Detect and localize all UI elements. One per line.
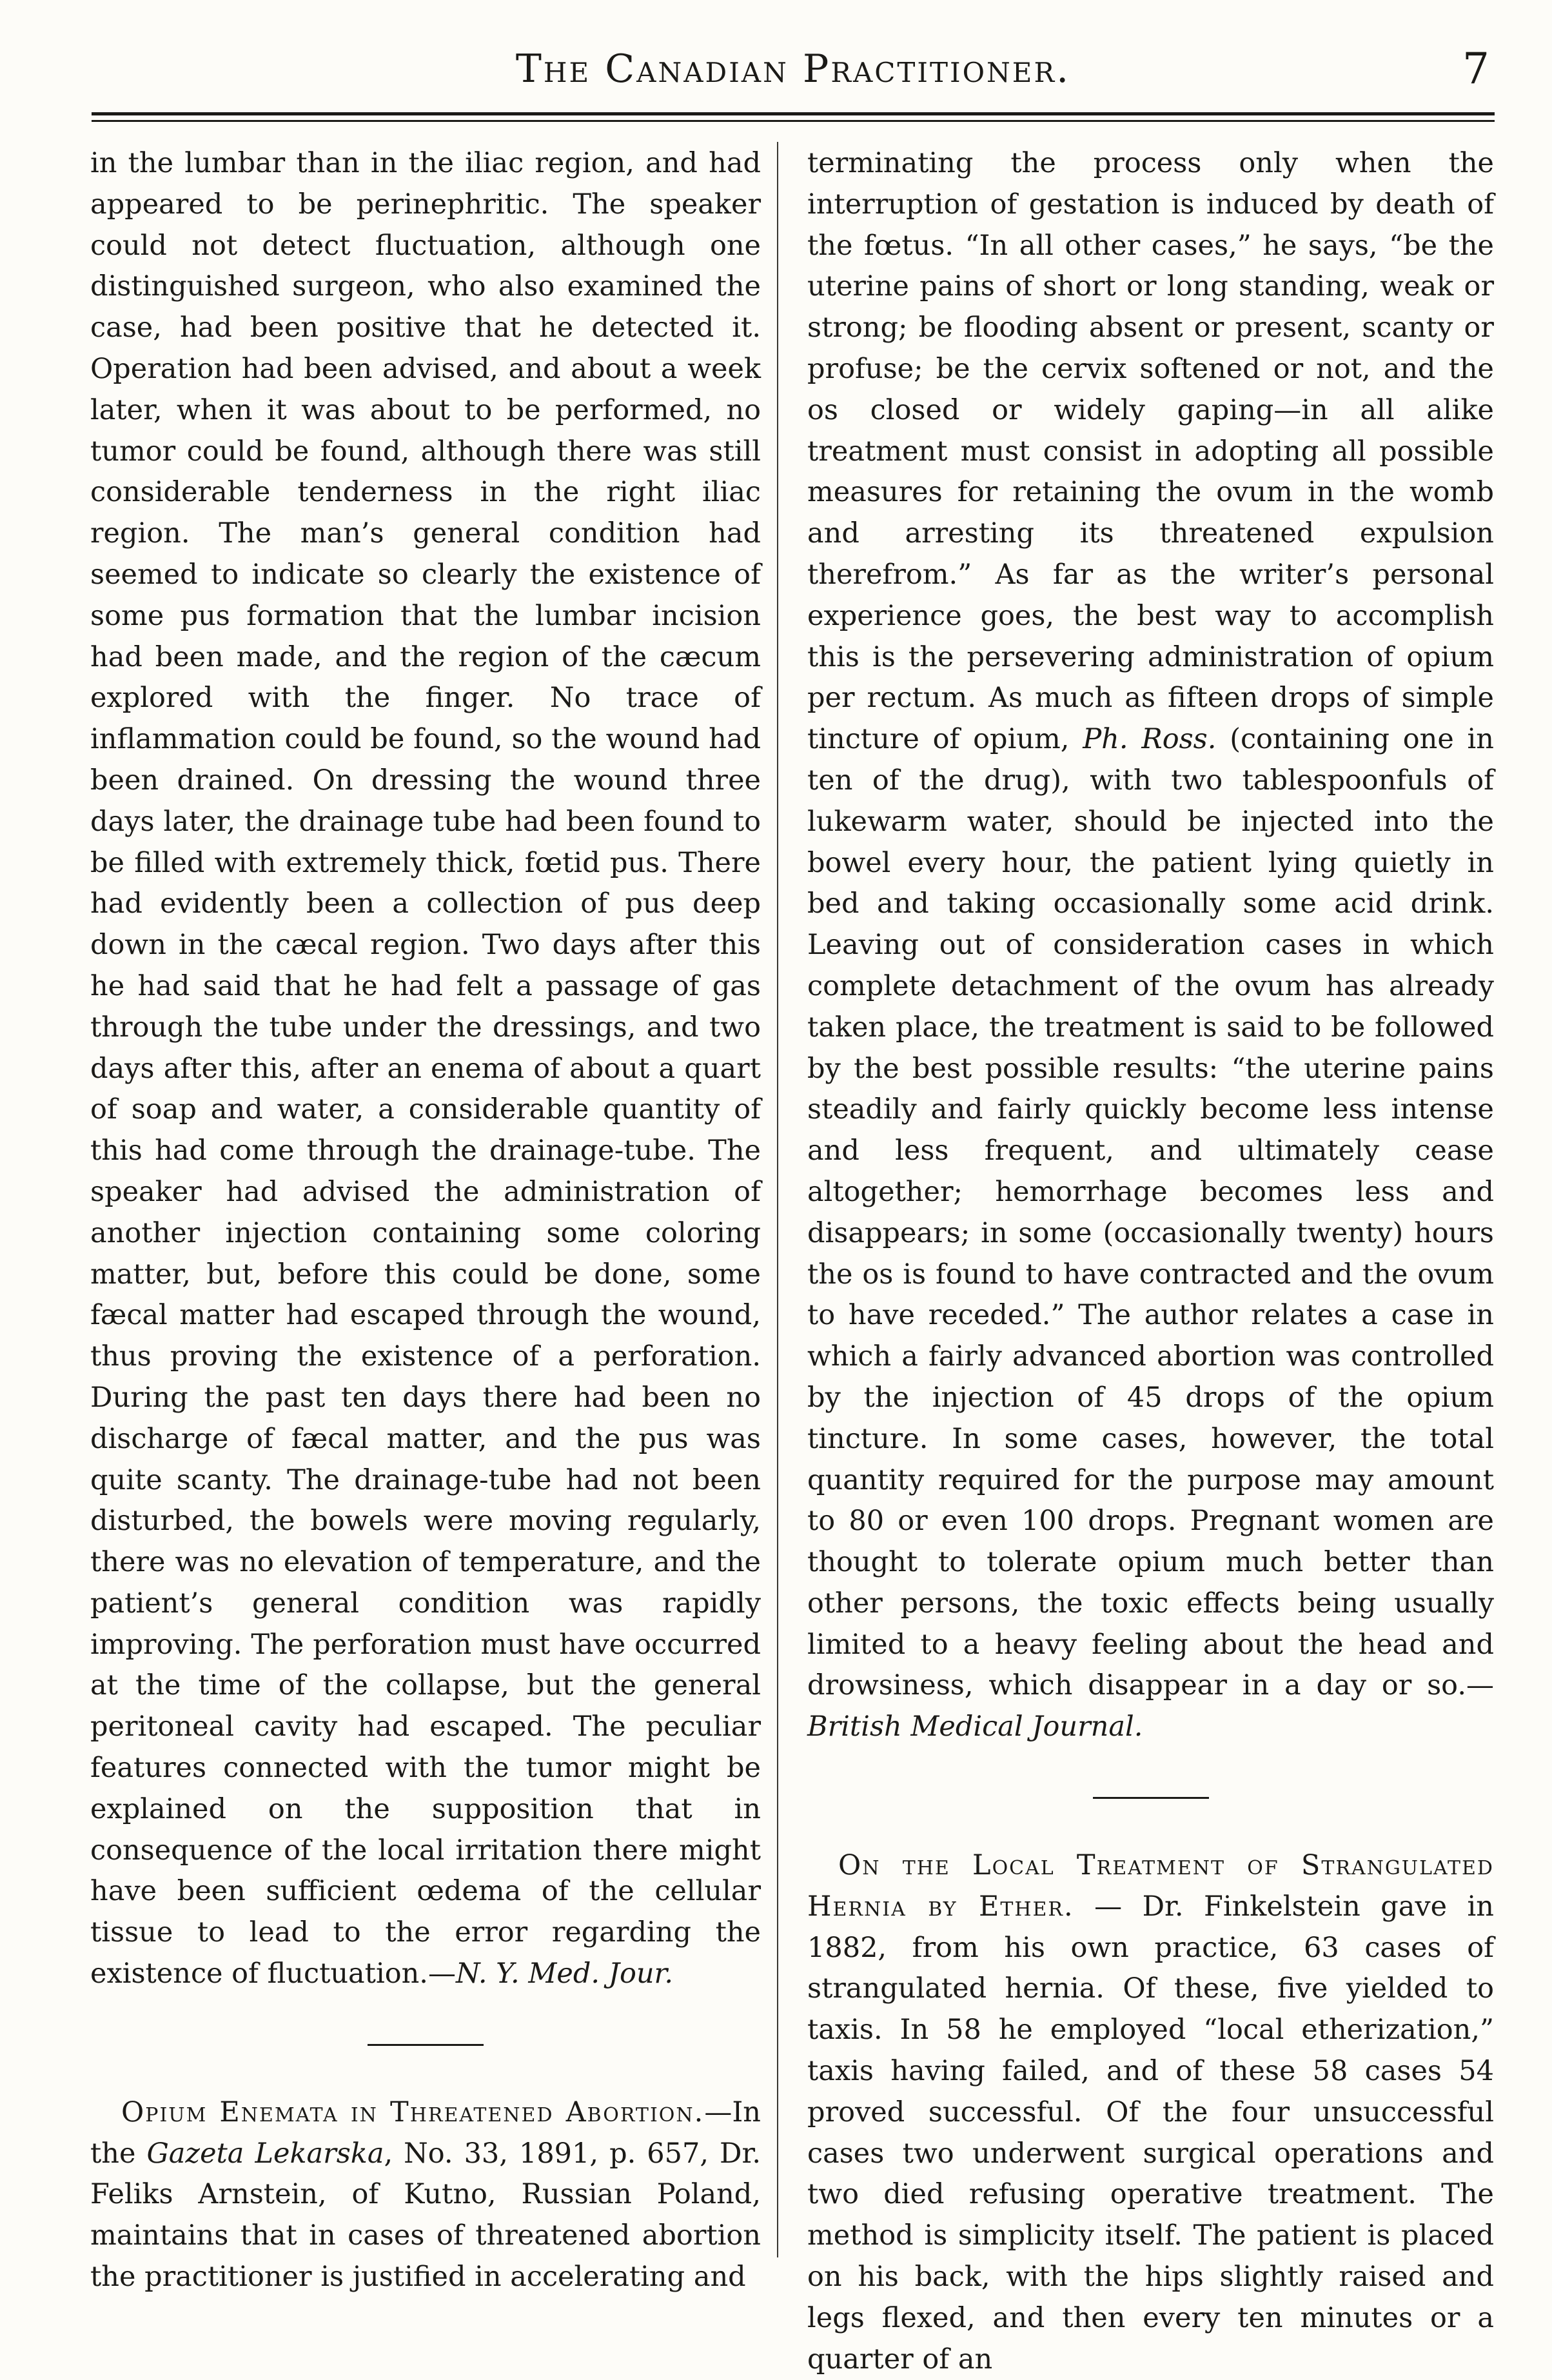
- journal-name: Gazeta Lekarska: [146, 2137, 384, 2170]
- pharmacopoeia-ref: Ph. Ross.: [1083, 723, 1217, 756]
- article-text: , No. 33, 1891, p. 657, Dr. Feliks Arnstein, of Kutno, Russian Poland, maintains that in cases of threatened abortion the practitioner is justified in accelerating and: [90, 2137, 761, 2294]
- section-divider: [1093, 1797, 1209, 1799]
- opium-text-b: (containing one in ten of the drug), with two tablespoonfuls of lukewarm water, should be injected into the bowel every hour, the patient lying quietly in bed and taking occasionally some acid drink. Leaving out of consideration cases in which complete detachment of the ovum has already taken place, the treatment is said to be followed by the best possible results: “the uterine pains steadily and fairly quickly become less intense and less frequent, and ultimately cease altogether; hemorrhage becomes less and disappears; in some (occasionally twenty) hours the os is found to have contracted and the ovum to have receded.” The author relates a case in which a fairly advanced abortion was controlled by the injection of 45 drops of the opium tincture. In some cases, however, the total quantity required for the purpose may amount to 80 or even 100 drops. Pregnant women are thought to tolerate opium much better than other persons, the toxic effects being usually limited to a heavy feeling about the head and drowsiness, which disappear in a day or so.—: [807, 723, 1495, 1702]
- article-intro: —In the: [90, 2096, 761, 2170]
- article-title: On the Local Treatment of Strangulated Hernia by Ether.: [807, 1849, 1494, 1923]
- left-column: [90, 143, 761, 2298]
- page-header: [90, 40, 1496, 111]
- section-divider: [368, 2044, 484, 2046]
- source-citation: N. Y. Med. Jour.: [455, 1958, 674, 1990]
- article-title: Opium Enemata in Threatened Abortion.: [121, 2096, 705, 2128]
- article-hernia-ether: [807, 1845, 1494, 2380]
- column-divider: [777, 142, 778, 2257]
- opium-text-a: terminating the process only when the interruption of gestation is induced by death of the fœtus. “In all other cases,” he says, “be the uterine pains of short or long standing, weak or strong; be flooding absent or present, scanty or profuse; be the cervix softened or not, and the os closed or widely gaping—in all alike treatment must consist in adopting all possible measures for retaining the ovum in the womb and arresting its threatened expulsion therefrom.” As far as the writer’s personal experience goes, the best way to accomplish this is the persevering administration of opium per rectum. As much as fifteen drops of simple tincture of opium,: [807, 147, 1494, 756]
- opium-article-continued: [807, 143, 1494, 1748]
- header-rule-thin: [92, 120, 1495, 122]
- right-column: [807, 143, 1494, 2380]
- header-rule-thick: [92, 112, 1495, 115]
- continued-paragraph-text: in the lumbar than in the iliac region, and had appeared to be perinephritic. The speaker could not detect fluctuation, although one distinguished surgeon, who also examined the case, had been positive that he detected it. Operation had been advised, and about a week later, when it was about to be performed, no tumor could be found, although there was still considerable tenderness in the right iliac region. The man’s general condition had seemed to indicate so clearly the existence of some pus formation that the lumbar incision had been made, and the region of the cæcum explored with the finger. No trace of inflammation could be found, so the wound had been drained. On dressing the wound three days later, the drainage tube had been found to be filled with extremely thick, fœtid pus. There had evidently been a collection of pus deep down in the cæcal region. Two days after this he had said that he had felt a passage of gas through the tube under the dressings, and two days after this, after an enema of about a quart of soap and water, a considerable quantity of this had come through the drainage-tube. The speaker had advised the administration of another injection containing some coloring matter, but, before this could be done, some fæcal matter had escaped through the wound, thus proving the existence of a perforation. During the past ten days there had been no discharge of fæcal matter, and the pus was quite scanty. The drainage-tube had not been disturbed, the bowels were moving regularly, there was no elevation of temperature, and the patient’s general condition was rapidly improving. The perforation must have occurred at the time of the collapse, but the general peritoneal cavity had escaped. The peculiar features connected with the tumor might be explained on the supposition that in consequence of the local irritation there might have been sufficient œdema of the cellular tissue to lead to the error regarding the existence of fluctuation.—: [90, 147, 761, 1990]
- article-opium-enemata: [90, 2092, 761, 2298]
- continued-paragraph: [90, 143, 761, 1995]
- page-number: 7: [1462, 44, 1489, 94]
- article-text: — Dr. Finkelstein gave in 1882, from his own practice, 63 cases of strangulated hernia. Of these, five yielded to taxis. In 58 he employed “local etherization,” taxis having failed, and of these 58 cases 54 proved successful. Of the four unsuccessful cases two underwent surgical operations and two died refusing operative treatment. The method is simplicity itself. The patient is placed on his back, with the hips slightly raised and legs flexed, and then every ten minutes or a quarter of an: [807, 1890, 1494, 2375]
- running-title: The Canadian Practitioner.: [515, 46, 1071, 92]
- source-citation: British Medical Journal.: [807, 1711, 1143, 1743]
